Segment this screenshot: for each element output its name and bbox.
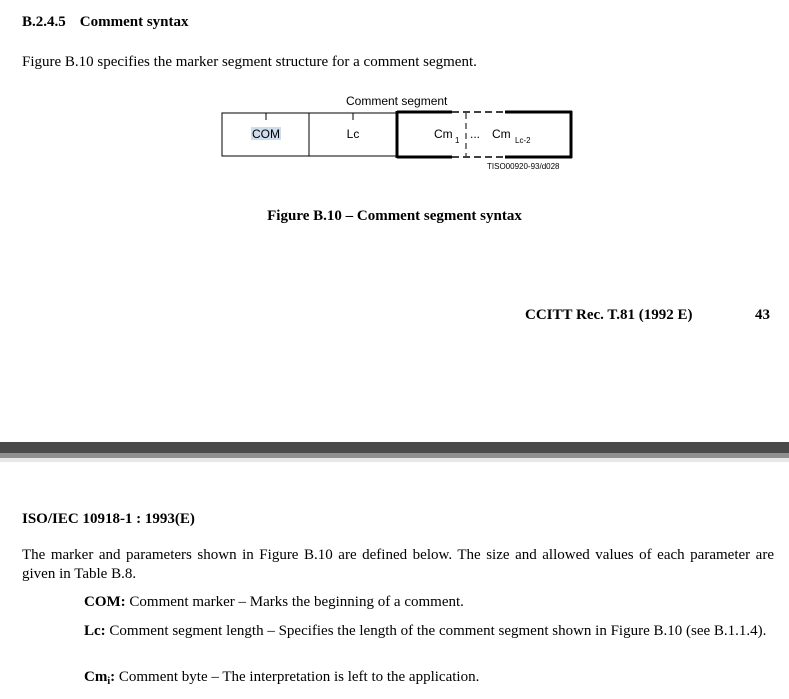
page-break-divider bbox=[0, 442, 789, 462]
definition-term: Lc: bbox=[84, 623, 106, 639]
body-paragraph: The marker and parameters shown in Figure B.10 are defined below. The size and allowed values of each parameter are given in Table B.8. bbox=[22, 547, 774, 582]
cell-lc: Lc bbox=[346, 127, 360, 141]
definition-lc bbox=[84, 622, 774, 641]
cell-cm-first: Cm bbox=[434, 127, 453, 141]
section-title: Comment syntax bbox=[79, 14, 189, 30]
definition-com bbox=[84, 593, 774, 612]
cell-com: COM bbox=[252, 127, 280, 141]
definition-term: COM: bbox=[84, 594, 126, 610]
cell-cm-last-sub: Lc-2 bbox=[515, 136, 531, 145]
definition-text: Comment byte – The interpretation is left to the application. bbox=[118, 669, 480, 685]
definition-cm bbox=[84, 668, 774, 691]
figure-caption: Figure B.10 – Comment segment syntax bbox=[267, 208, 522, 224]
cell-cm-first-sub: 1 bbox=[455, 136, 460, 145]
figure-ref-code: TISO00920-93/d028 bbox=[487, 162, 560, 171]
definition-term: $Cm_i$: bbox=[84, 669, 116, 687]
intro-text: Figure B.10 specifies the marker segment structure for a comment segment. bbox=[22, 54, 477, 70]
page-break-edge bbox=[0, 453, 789, 458]
cell-cm-last: Cm bbox=[492, 127, 511, 141]
figure-label: Comment segment bbox=[346, 94, 448, 108]
definition-text: Comment segment length – Specifies the length of the comment segment shown in Figure B.10 (see B.1.1.4). bbox=[109, 623, 767, 639]
definition-text: Comment marker – Marks the beginning of a comment. bbox=[129, 594, 464, 610]
page-break-shadow bbox=[0, 442, 789, 453]
cell-ellipsis: ... bbox=[470, 127, 481, 141]
page-header: ISO/IEC 10918-1 : 1993(E) bbox=[22, 511, 195, 527]
footer-rec: CCITT Rec. T.81 (1992 E) bbox=[525, 307, 693, 323]
section-number: B.2.4.5 bbox=[22, 14, 66, 30]
page-number: 43 bbox=[755, 307, 770, 323]
